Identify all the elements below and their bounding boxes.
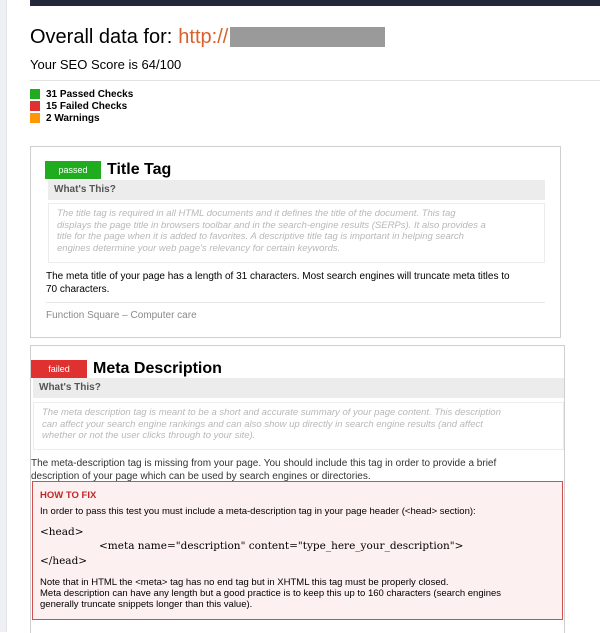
status-badge-passed: passed <box>45 161 101 179</box>
warning-square-icon <box>30 113 40 123</box>
description-line: title for the page when it is added to favorites. A descriptive title tag is important in helping search <box>57 231 464 242</box>
result-line: The meta-description tag is missing from your page. You should include this tag in order to provide a brief <box>31 458 497 469</box>
seo-score: Your SEO Score is 64/100 <box>30 57 182 72</box>
title-tag-description <box>48 203 545 263</box>
left-rule <box>0 0 7 632</box>
site-url[interactable]: http:// <box>178 26 229 48</box>
passed-count: 31 Passed Checks <box>46 88 134 100</box>
code-head-open: <head> <box>40 526 84 538</box>
description-line: displays the page title in browsers toolbar and in the search-engine results (SERPs). It also provides a <box>57 219 486 231</box>
description-line: The meta description tag is meant to be a short and accurate summary of your page content. This description <box>42 407 501 418</box>
redacted-url-block <box>230 27 385 47</box>
how-to-fix-note: Note that in HTML the <meta> tag has no end tag but in XHTML this tag must be properly closed. <box>40 577 449 588</box>
checks-legend <box>30 88 133 124</box>
divider <box>46 302 545 303</box>
code-meta-line: <meta name="description" content="type_here_your_description"> <box>99 540 464 552</box>
title-tag-result <box>46 271 556 296</box>
result-line: description of your page which can be used by search engines or directories. <box>31 470 371 482</box>
meta-description-heading: Meta Description <box>93 360 222 377</box>
whats-this-toggle[interactable]: What's This? <box>33 378 564 398</box>
failed-count: 15 Failed Checks <box>46 100 128 112</box>
how-to-fix-note: Meta description can have any length but a good practice is to keep this up to 160 characters (search engines <box>40 588 502 599</box>
how-to-fix-box <box>32 481 563 620</box>
title-tag-value: Function Square – Computer care <box>46 310 197 321</box>
how-to-fix-title: HOW TO FIX <box>40 490 97 501</box>
failed-square-icon <box>30 101 40 111</box>
meta-description-description <box>33 402 564 450</box>
description-line: whether or not the user clicks through to your site). <box>42 430 256 441</box>
status-badge-failed: failed <box>31 360 87 378</box>
description-line: can affect your search engine rankings and can also show up directly in search engine results (and affect <box>42 418 483 430</box>
title-tag-heading: Title Tag <box>107 161 172 178</box>
top-bar <box>30 0 600 6</box>
title-prefix: Overall data for: <box>30 26 173 48</box>
whats-this-toggle[interactable]: What's This? <box>48 180 545 200</box>
warnings-count: 2 Warnings <box>46 112 100 124</box>
page-title <box>30 24 385 50</box>
meta-description-result <box>31 458 564 483</box>
passed-square-icon <box>30 89 40 99</box>
divider <box>30 80 600 81</box>
legend-passed <box>30 88 133 100</box>
how-to-fix-intro: In order to pass this test you must include a meta-description tag in your page header (<head> section): <box>40 506 476 517</box>
description-line: engines determine your web page's relevancy for certain keywords. <box>57 242 341 254</box>
legend-failed <box>30 100 133 112</box>
title-tag-card <box>30 146 561 338</box>
result-line: The meta title of your page has a length of 31 characters. Most search engines will truncate meta titles to <box>46 271 510 282</box>
legend-warnings <box>30 112 133 124</box>
code-head-close: </head> <box>40 555 88 567</box>
how-to-fix-note: generally truncate snippets longer than this value). <box>40 599 253 610</box>
description-line: The title tag is required in all HTML documents and it defines the title of the document. This tag <box>57 208 456 219</box>
result-line: 70 characters. <box>46 283 110 295</box>
